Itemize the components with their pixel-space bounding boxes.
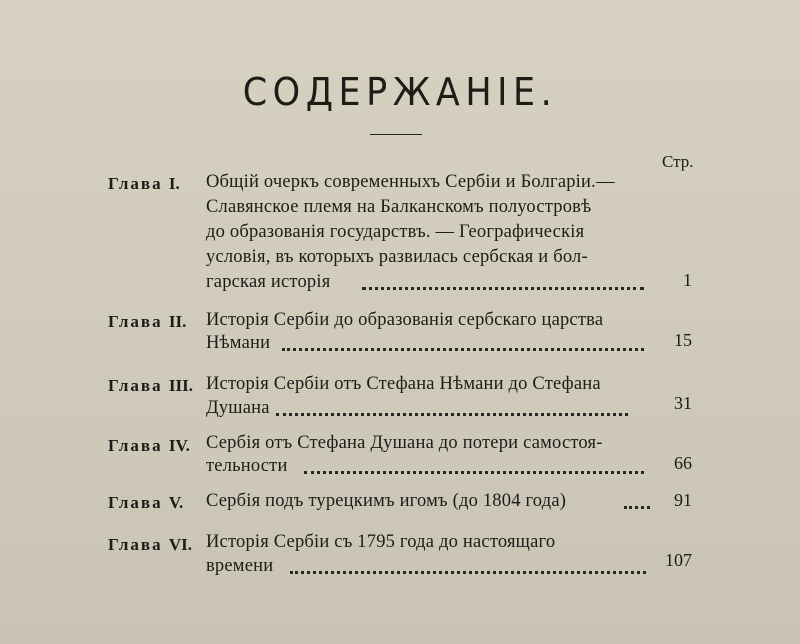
chapter-title-line: Славянское племя на Балканскомъ полуостровѣ: [206, 197, 592, 217]
page-number: 91: [674, 490, 692, 510]
chapter-title-line: Душана: [206, 398, 270, 418]
chapter-label: [108, 535, 192, 555]
chapter-word: Глава: [108, 493, 163, 512]
leader-dots: [362, 287, 644, 290]
chapter-numeral: IV.: [168, 436, 190, 455]
chapter-title-line: Исторія Сербіи отъ Стефана Нѣмани до Стефана: [206, 374, 601, 394]
chapter-title-line: Исторія Сербіи съ 1795 года до настоящаго: [206, 532, 556, 552]
chapter-title-line: Сербія подъ турецкимъ игомъ (до 1804 года): [206, 491, 567, 511]
title-rule: [370, 134, 422, 135]
chapter-title-line: Общій очеркъ современныхъ Сербіи и Болгаріи.—: [206, 172, 615, 192]
chapter-label: [108, 493, 183, 513]
page-number: 31: [674, 393, 692, 413]
chapter-numeral: I.: [168, 174, 180, 193]
leader-dots: [276, 413, 628, 416]
page-number: 107: [665, 550, 692, 570]
chapter-title-line: Сербія отъ Стефана Душана до потери самостоя-: [206, 433, 603, 453]
chapter-title-line: условія, въ которыхъ развилась сербская и бол-: [206, 247, 588, 267]
leader-dots: [624, 506, 650, 509]
page-number: 15: [674, 330, 692, 350]
chapter-title-line: Исторія Сербіи до образованія сербскаго царства: [206, 310, 604, 330]
page-column-label: Стр.: [662, 152, 694, 171]
chapter-word: Глава: [108, 174, 163, 193]
chapter-word: Глава: [108, 376, 163, 395]
chapter-numeral: VI.: [168, 535, 193, 554]
chapter-title-line: времени: [206, 556, 274, 576]
page-number: 1: [683, 270, 692, 290]
leader-dots: [282, 348, 644, 351]
chapter-label: [108, 174, 180, 194]
chapter-numeral: V.: [168, 493, 184, 512]
chapter-title-line: гарская исторія: [206, 272, 331, 292]
leader-dots: [290, 571, 646, 574]
chapter-word: Глава: [108, 436, 163, 455]
page-number: 66: [674, 453, 692, 473]
chapter-label: [108, 376, 193, 396]
chapter-numeral: III.: [168, 376, 193, 395]
chapter-label: [108, 312, 186, 332]
chapter-word: Глава: [108, 312, 163, 331]
chapter-numeral: II.: [168, 312, 187, 331]
page-title: СОДЕРЖАНІЕ.: [242, 70, 558, 114]
chapter-label: [108, 436, 190, 456]
chapter-title-line: до образованія государствъ. — Географическія: [206, 222, 585, 242]
chapter-word: Глава: [108, 535, 163, 554]
leader-dots: [304, 471, 644, 474]
chapter-title-line: Нѣмани: [206, 333, 271, 353]
chapter-title-line: тельности: [206, 456, 288, 476]
